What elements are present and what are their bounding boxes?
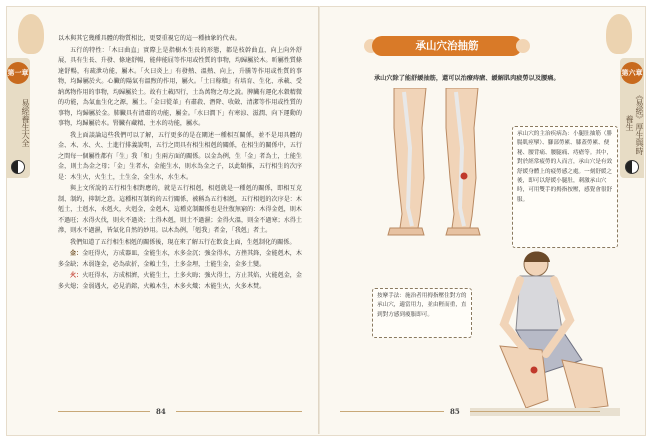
banner-ornament-right bbox=[516, 39, 530, 53]
page-number-left: 84 bbox=[156, 407, 166, 416]
left-chapter-badge: 第一章 bbox=[7, 62, 29, 84]
massage-illustration bbox=[470, 250, 620, 416]
fire-label: 火： bbox=[70, 272, 83, 279]
book-gutter bbox=[318, 6, 320, 434]
footer-rule-right bbox=[176, 411, 302, 412]
page-title: 承山穴治抽筋 bbox=[415, 40, 479, 52]
right-chapter-title: 《易經》厚生與時養生 bbox=[625, 91, 644, 155]
chengshan-point-marker bbox=[461, 173, 468, 180]
paragraph: 以木與其它幾種具體的物質相比，更要重視它的這一種抽象的代表。 bbox=[58, 35, 241, 42]
paragraph: 我上面談論這些我們可以了解，五行更多的是在闡述一種相互關係，並不是用具體的金、木、水、火、土進行排義說明，五行之間具有相生相剋的關係，在相生的關係中，五行之間每一個屬性都有「生」我「和」生兩方面的關係。以金為例，生「金」者為土，土能生金，則土為金之母；「金」生者水，金能生水，則水為金之子，以此類推，五行相生的次序是：木生火，火生土，土生金，金生水，水生木。 bbox=[58, 131, 302, 181]
yin-yang-icon bbox=[11, 160, 25, 174]
right-chapter-badge: 第六章 bbox=[621, 62, 643, 84]
fire-paragraph bbox=[58, 271, 302, 292]
paragraph: 我們知道了五行相生相剋的關係後，現在來了解五行在飲食上面，生剋制化的關係。 bbox=[70, 238, 296, 246]
page-subtitle: 承山穴除了能舒緩抽筋，還可以治療痔瘡、緩解肌肉疲勞以及腰痛。 bbox=[374, 75, 560, 82]
meditating-figure-icon bbox=[18, 14, 44, 54]
left-chapter-title: 易經養生大全 bbox=[21, 99, 30, 147]
acupoint-note: 承山穴的主治疾病為：小腿肚抽筋（腓腸肌痙攣）、腳部勞累、膝蓋勞累、便秘、腰背痛、腰腿痛、痔瘡等。其中，對於經常疲勞的人而言，承山穴是有效舒緩身體上的疲勞感之處。一刻舒緩之後，即可以舒緩小腿肚，刺激承山穴時，可用雙手的拇指按壓，感覺會很舒服。 bbox=[512, 126, 618, 248]
metal-paragraph bbox=[58, 249, 302, 270]
right-chapter-tab bbox=[620, 58, 644, 178]
paragraph: 五行的特性：「木曰曲直」實際上是指樹木生長的形態，都是枝幹曲直，向上向外舒展，具有生長、升發、條達舒暢，能伸能屈等作用或性質的事物，均歸屬於木。昕屬性質條達舒暢，有疏泄功能，屬木。「火曰炎上」有發熱、溫熱、向上，升騰等作用或性質的事物，均歸屬於火。心臟的陽氣有溫煦的作用，屬火。「土日稼穡」有培育、生化、承載、受納萬物作用的事物，均歸屬於土。故有土載四行，土為萬物之母之說。脾臟有運化水穀精微的功能，為氣血生化之源，屬土。「金曰從革」有肅殺、潛降、收斂、清潔等作用或性質的事物，均歸屬於金。肺臟具有清肅的功能，屬金。「水曰潤下」有寒涼、滋潤、向下運動的事物，均歸屬於水。腎臟有藏精、主水的功能，屬水。 bbox=[58, 46, 302, 127]
yin-yang-icon bbox=[625, 160, 639, 174]
metal-label: 金： bbox=[70, 250, 83, 257]
left-chapter-tab bbox=[6, 58, 30, 178]
legs-illustration bbox=[364, 88, 514, 238]
metal-text: 金旺得火，方成器皿，金能生水，水多金沉；強金得水，方挫其鋒，金能剋木，木多金缺；木弱逢金，必為砍折，金賴土生，土多金埋，土能生金，金多土變。 bbox=[58, 250, 303, 268]
left-page-text bbox=[58, 34, 302, 293]
footer-rule-right bbox=[470, 411, 600, 412]
fire-text: 火旺得水，方成相濟，火能生土，土多火晦；強火得土，方止其焰，火能剋金，金多火熄；金弱遇火，必見消鎔，火賴木生，木多火熾；木能生火，火多木焚。 bbox=[58, 272, 303, 290]
footer-rule-left bbox=[58, 411, 150, 412]
meditating-figure-icon bbox=[606, 14, 632, 54]
massage-technique-note: 按摩手法：施治者用拇指壓住對方的承山穴，適當用力，並由輕而重，直到對方感到痠脹即可。 bbox=[372, 288, 472, 338]
footer-rule-left bbox=[340, 411, 444, 412]
paragraph: 與上文所說的五行相生相對應的，就是五行相剋，相剋就是一種剋的關係，即相互克制、制約，抑制之意。這種相互制約的五行關係，被稱為五行相剋，五行相剋的次序是：木剋土，土剋水，水剋火，火剋金，金剋木，這種克制關係也是往復無窮的：木得金剋，則木不過旺；水得火伐，則火不過炎；土得木剋，則土不過濕；金得火溫，則金不過寒；水得土滲，則水不過濕，皆氣化自然的妙用。以木為例，「剋我」者金，「我剋」者土。 bbox=[58, 185, 302, 234]
page-number-right: 85 bbox=[450, 407, 460, 416]
